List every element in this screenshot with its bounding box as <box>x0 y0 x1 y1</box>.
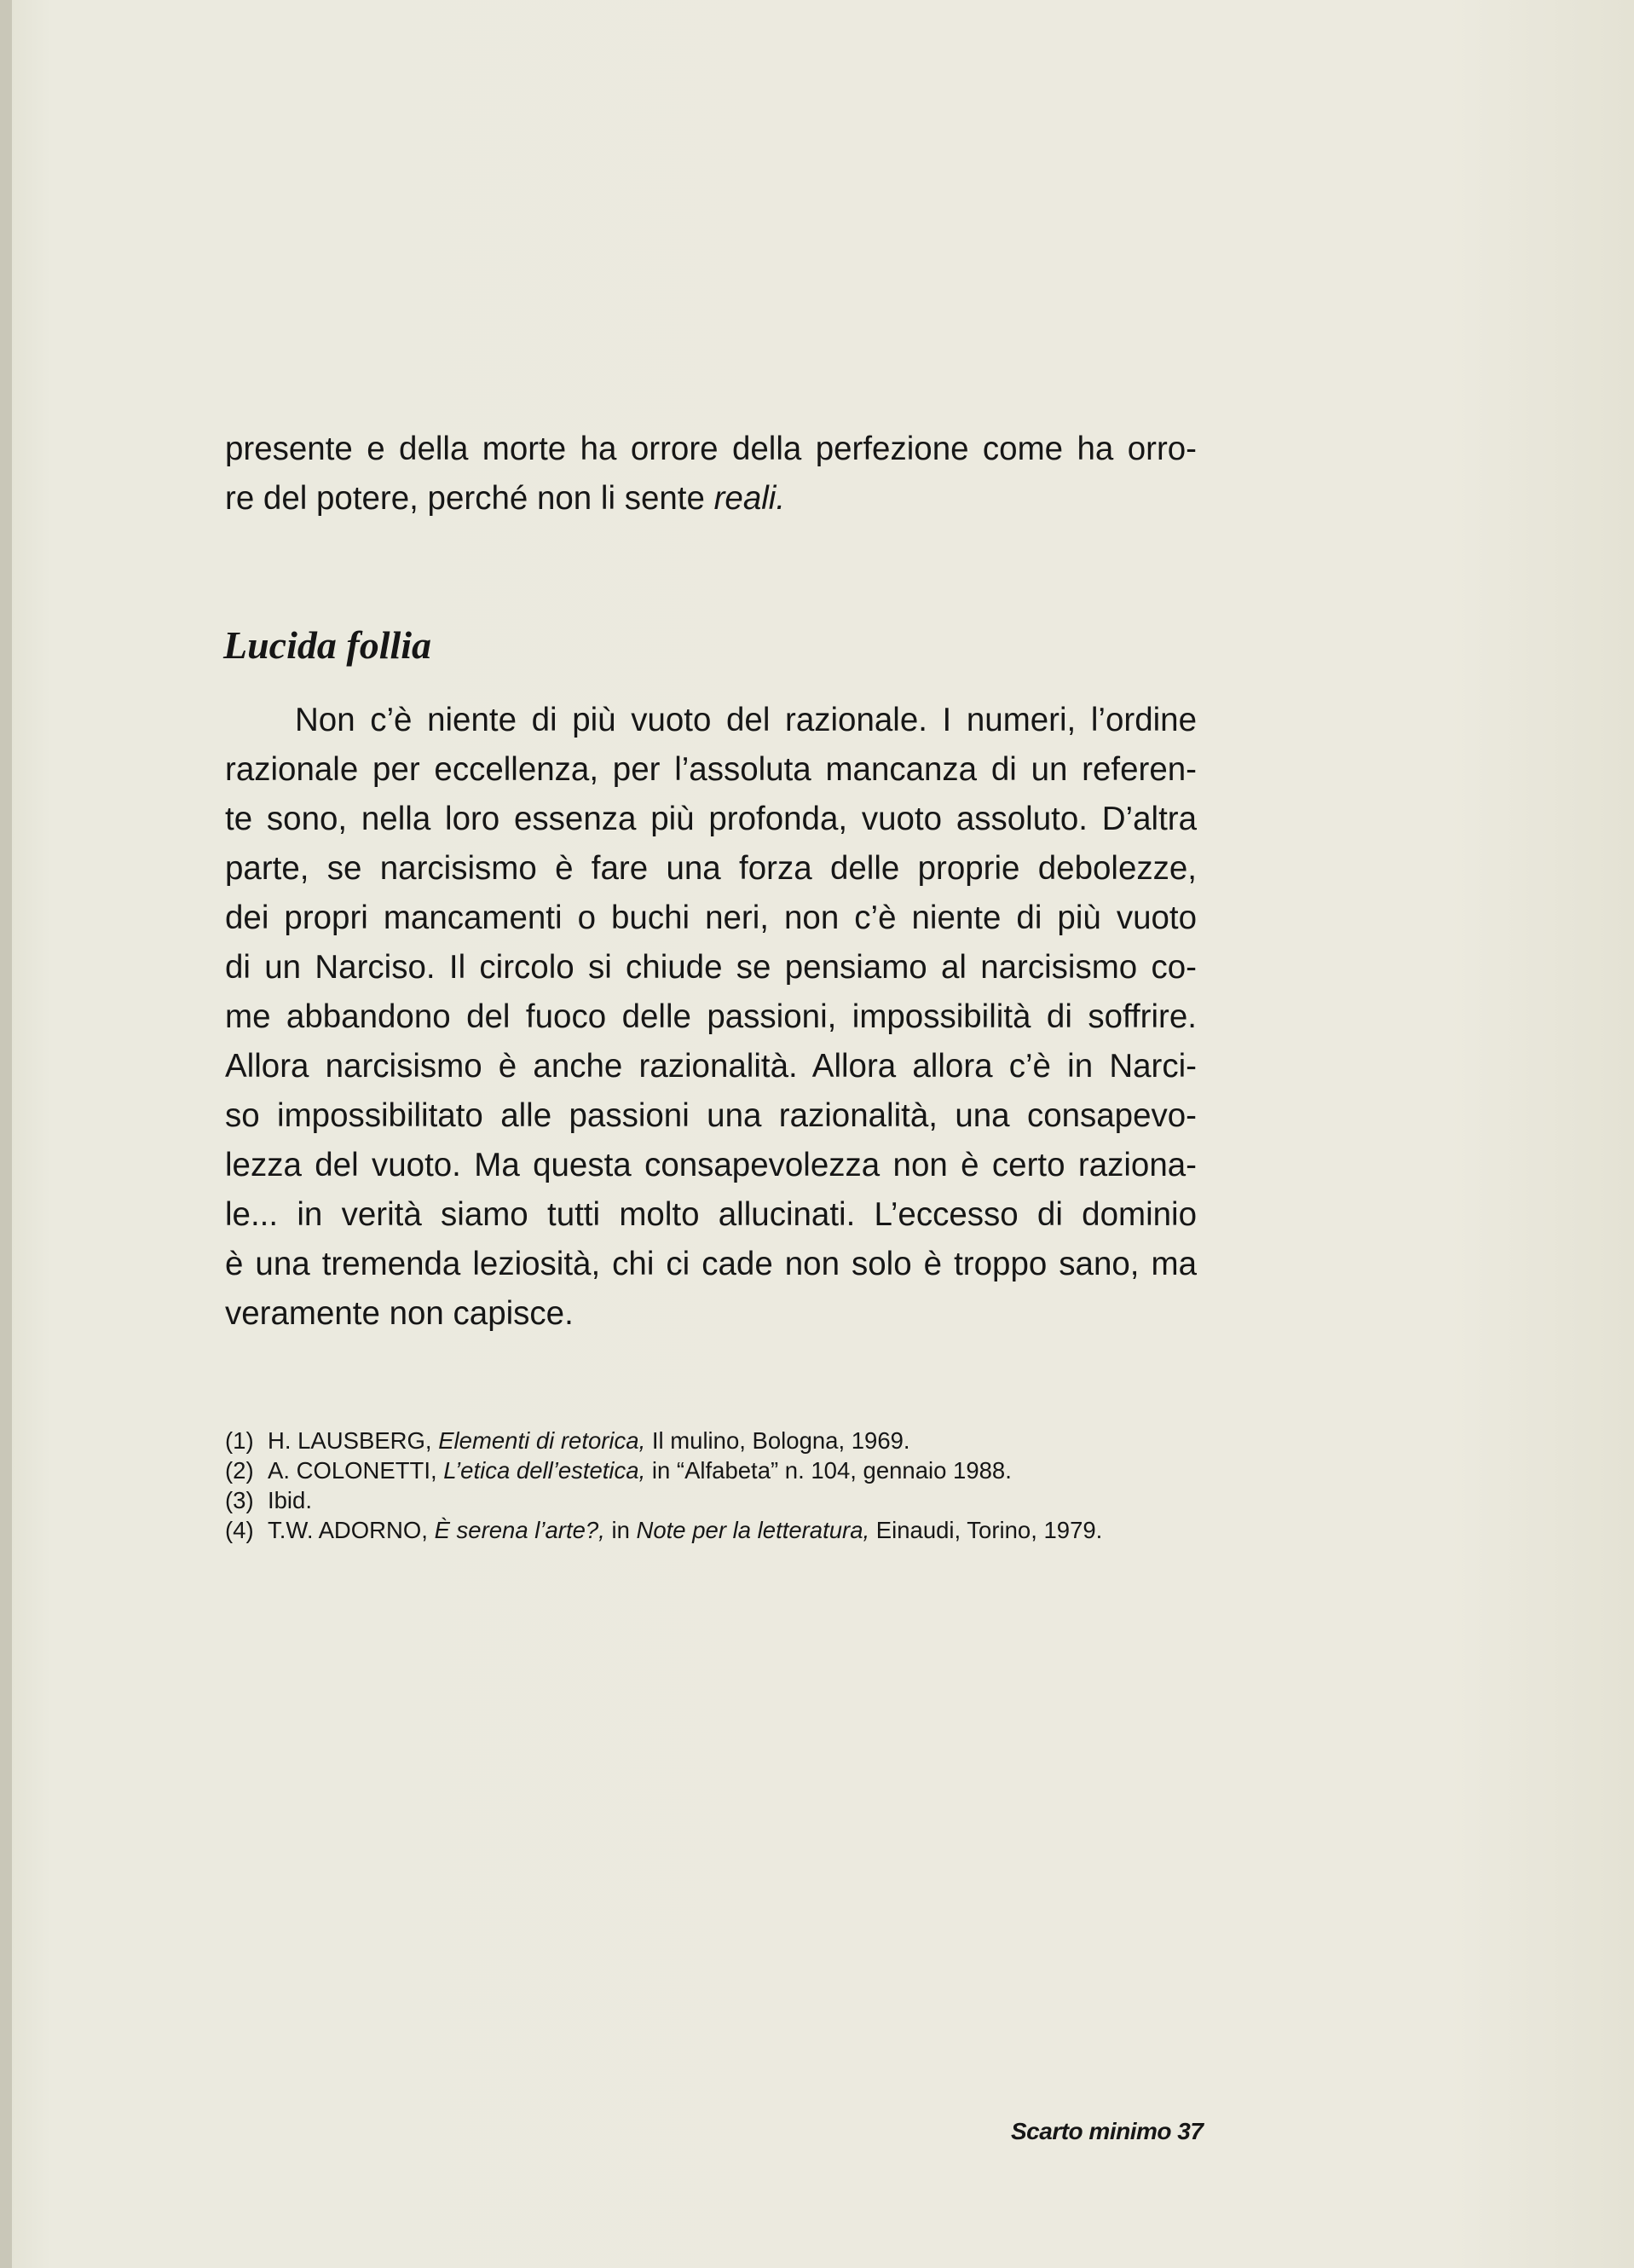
footnote-4 <box>225 1515 1197 1545</box>
paragraph-line: so impossibilitato alle passioni una razionalità, una consapevo- <box>225 1097 1197 1134</box>
footnote-publisher: in “Alfabeta” n. 104, gennaio 1988. <box>645 1457 1012 1484</box>
paragraph-line: di un Narciso. Il circolo si chiude se pensiamo al narcisismo co- <box>225 949 1197 986</box>
intro-line-2 <box>225 474 1197 524</box>
paragraph-line: veramente non capisce. <box>225 1295 574 1332</box>
footnote-number: (3) <box>225 1487 254 1513</box>
footnote-title: Elementi di retorica, <box>438 1427 646 1454</box>
footnote-title: L’etica dell’estetica, <box>443 1457 646 1484</box>
footnote-1 <box>225 1426 1197 1455</box>
paragraph-line: è una tremenda leziosità, chi ci cade non solo è troppo sano, ma <box>225 1246 1197 1282</box>
footnote-3 <box>225 1485 1197 1515</box>
footnote-connector: in <box>604 1517 637 1543</box>
paragraph-line: dei propri mancamenti o buchi neri, non c’è niente di più vuoto <box>225 900 1197 936</box>
footnotes <box>225 1426 1197 1545</box>
intro-line-1: presente e della morte ha orrore della perfezione come ha orro- <box>225 431 1197 467</box>
paragraph-line: me abbandono del fuoco delle passioni, impossibilità di soffrire. <box>225 998 1197 1035</box>
footnote-author: A. COLONETTI, <box>268 1457 444 1484</box>
section-paragraph <box>225 696 1197 1339</box>
section-heading: Lucida follia <box>223 623 432 667</box>
footnote-text: Ibid. <box>268 1487 312 1513</box>
footnote-author: T.W. ADORNO, <box>268 1517 435 1543</box>
footnote-number: (4) <box>225 1517 254 1543</box>
footnote-book-title: Note per la letteratura, <box>636 1517 870 1543</box>
paragraph-line: parte, se narcisismo è fare una forza delle proprie debolezze, <box>225 850 1197 887</box>
footnote-publisher: Einaudi, Torino, 1979. <box>869 1517 1103 1543</box>
footnote-title: È serena l’arte?, <box>434 1517 605 1543</box>
intro-emphasis: reali. <box>713 480 786 517</box>
paragraph-line: razionale per eccellenza, per l’assoluta mancanza di un referen- <box>225 751 1197 788</box>
paragraph-line: te sono, nella loro essenza più profonda, vuoto assoluto. D’altra <box>225 801 1197 837</box>
paragraph-line: Allora narcisismo è anche razionalità. Allora allora c’è in Narci- <box>225 1048 1197 1085</box>
footnote-publisher: Il mulino, Bologna, 1969. <box>645 1427 910 1454</box>
page-folio: Scarto minimo 37 <box>1011 2118 1204 2144</box>
intro-paragraph <box>225 425 1197 524</box>
page-gutter-shadow <box>0 0 12 2268</box>
paragraph-line: le... in verità siamo tutti molto allucinati. L’eccesso di dominio <box>225 1196 1197 1233</box>
footnote-2 <box>225 1455 1197 1485</box>
footnote-number: (1) <box>225 1427 254 1454</box>
paragraph-line: lezza del vuoto. Ma questa consapevolezza non è certo raziona- <box>225 1147 1197 1183</box>
paragraph-line: Non c’è niente di più vuoto del razionale. I numeri, l’ordine <box>295 702 1197 738</box>
footnote-author: H. LAUSBERG, <box>268 1427 439 1454</box>
footnote-number: (2) <box>225 1457 254 1484</box>
intro-line-2-text: re del potere, perché non li sente <box>225 480 714 517</box>
